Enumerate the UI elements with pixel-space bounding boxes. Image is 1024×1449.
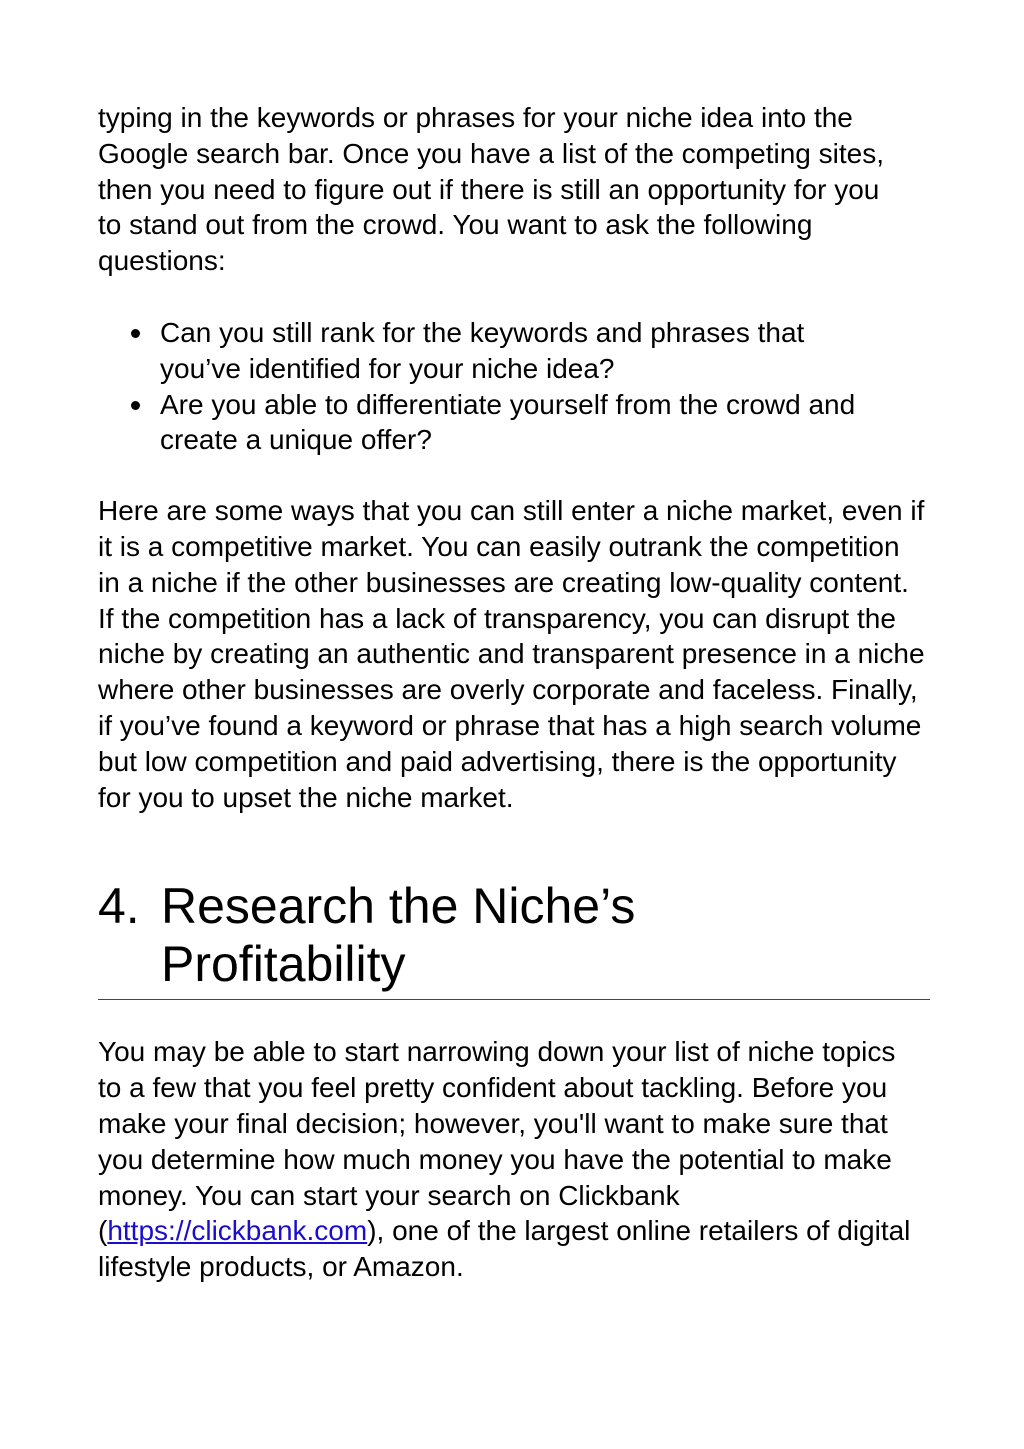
list-item bbox=[98, 315, 880, 387]
paragraph-text-after-link: ), one of the largest online retailers of digital lifestyle products, or Amazon. bbox=[98, 1215, 911, 1283]
bullet-icon bbox=[131, 329, 140, 338]
intro-paragraph: typing in the keywords or phrases for your niche idea into the Google search bar. Once you have a list of the competing sites, then you need to figure out if there is still an opportunity for you to stand out from the crowd. You want to ask the following questions: bbox=[98, 102, 884, 277]
clickbank-link[interactable]: https://clickbank.com bbox=[107, 1215, 368, 1247]
paragraph-text-before-link: You may be able to start narrowing down your list of niche topics to a few that you feel pretty confident about tackling. Before you make your final decision; however, you'll want to make sure that you determine how much money you have the potential to make money. You can start your search on Clickbank ( bbox=[98, 1036, 896, 1247]
question-text: Are you able to differentiate yourself from the crowd and create a unique offer? bbox=[160, 388, 856, 456]
section-title: Research the Niche’s Profitability bbox=[161, 878, 636, 993]
list-item bbox=[98, 387, 880, 459]
section-heading bbox=[98, 877, 930, 1000]
bullet-icon bbox=[131, 401, 140, 410]
competition-paragraph: Here are some ways that you can still enter a niche market, even if it is a competitive market. You can easily outrank the competition in a niche if the other businesses are creating low-quality content. If the competition has a lack of transparency, you can disrupt the niche by creating an authentic and transparent presence in a niche where other businesses are overly corporate and faceless. Finally, if you’ve found a keyword or phrase that has a high search volume but low competition and paid advertising, there is the opportunity for you to upset the niche market. bbox=[98, 495, 925, 813]
profitability-paragraph bbox=[98, 1034, 924, 1285]
question-text: Can you still rank for the keywords and phrases that you’ve identified for your niche idea? bbox=[160, 316, 805, 384]
document-page bbox=[98, 100, 930, 1285]
questions-list bbox=[98, 315, 930, 458]
section-number: 4. bbox=[98, 878, 140, 935]
